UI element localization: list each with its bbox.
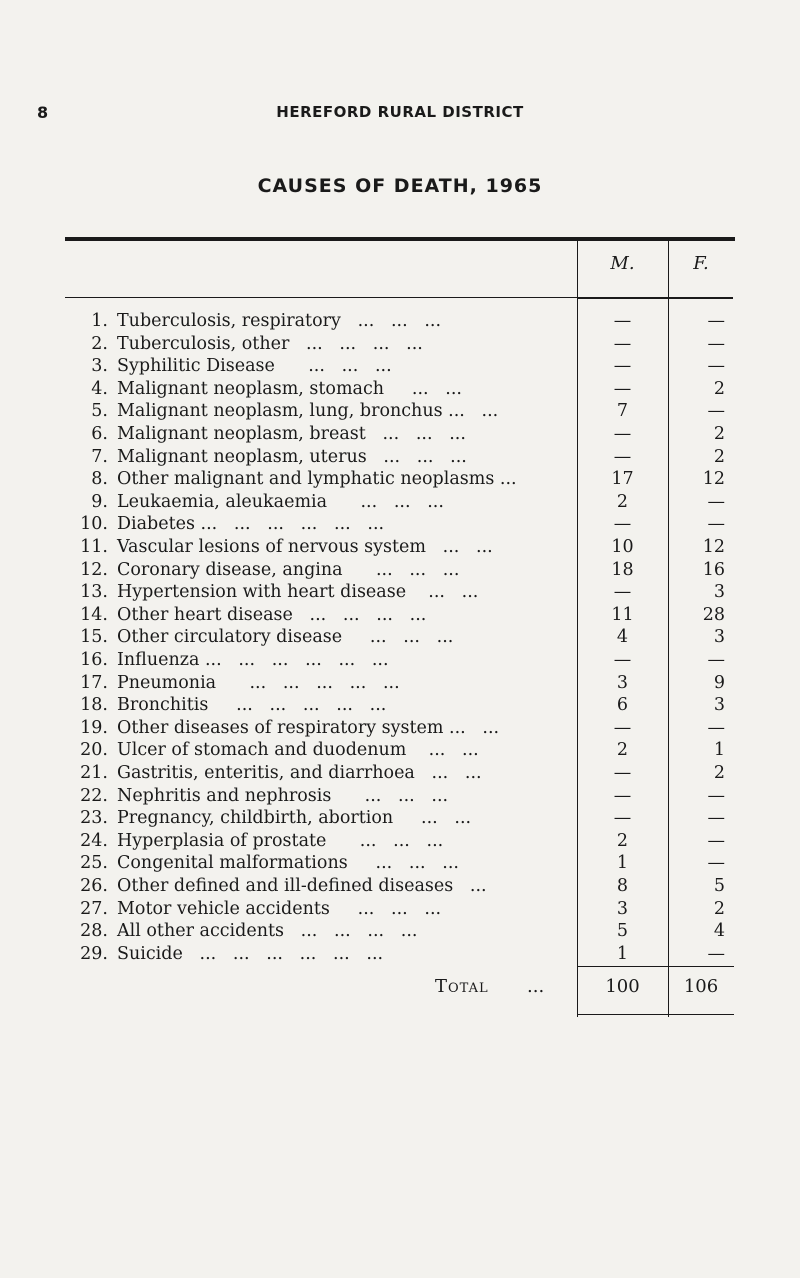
- male-count: —: [613, 514, 632, 535]
- male-count: —: [613, 424, 632, 444]
- female-count: 3: [713, 695, 725, 716]
- table-row: [0, 559, 800, 582]
- cause-label: Coronary disease, angina ... ... ...: [117, 559, 460, 580]
- total-male: 100: [605, 976, 640, 997]
- table-row: [0, 536, 800, 559]
- female-count: 4: [713, 921, 725, 942]
- row-number: 24.: [80, 830, 108, 851]
- table-row: [0, 491, 800, 514]
- female-count: —: [707, 491, 725, 512]
- cause-label: Other heart disease ... ... ... ...: [117, 604, 427, 625]
- total-label: Total: [435, 976, 489, 997]
- table-row: [0, 468, 800, 491]
- male-count: 4: [616, 627, 629, 648]
- male-count: 2: [616, 740, 629, 761]
- female-count: 2: [713, 424, 725, 444]
- female-count: 28: [702, 604, 725, 625]
- row-number: 5.: [91, 401, 108, 422]
- male-count: 1: [616, 943, 629, 964]
- table-row: [0, 852, 800, 875]
- male-count: —: [613, 311, 632, 331]
- row-number: 8.: [91, 469, 108, 490]
- table-row: [0, 830, 800, 853]
- table-row: [0, 943, 800, 966]
- male-count: —: [613, 378, 632, 399]
- header-rule-columns: [577, 297, 733, 299]
- cause-label: Influenza ... ... ... ... ... ...: [117, 650, 389, 670]
- cause-label: Pregnancy, childbirth, abortion ... ...: [117, 808, 472, 829]
- male-count: 7: [616, 401, 629, 422]
- male-count: 8: [616, 876, 629, 896]
- cause-label: Congenital malformations ... ... ...: [117, 853, 459, 874]
- cause-label: Malignant neoplasm, lung, bronchus ... ...: [117, 401, 499, 422]
- table-row: [0, 785, 800, 808]
- row-number: 19.: [80, 717, 108, 738]
- row-number: 22.: [80, 785, 108, 806]
- row-number: 7.: [91, 446, 108, 467]
- female-count: —: [707, 785, 725, 806]
- header-rule: [65, 297, 577, 298]
- table-row: [0, 626, 800, 649]
- male-count: 10: [611, 537, 634, 557]
- cause-label: Syphilitic Disease ... ... ...: [117, 356, 392, 377]
- table-row: [0, 672, 800, 695]
- male-count: —: [613, 763, 632, 783]
- cause-label: Bronchitis ... ... ... ... ...: [117, 695, 387, 716]
- table-row: [0, 762, 800, 785]
- row-number: 28.: [80, 921, 108, 942]
- row-number: 14.: [80, 604, 108, 625]
- male-count: 3: [616, 898, 629, 919]
- table-row: [0, 310, 800, 333]
- row-number: 25.: [80, 853, 108, 874]
- row-number: 26.: [80, 876, 108, 896]
- female-count: —: [707, 356, 725, 377]
- male-count: 2: [616, 491, 629, 512]
- male-count: —: [613, 356, 632, 377]
- table-row: [0, 739, 800, 762]
- female-count: —: [707, 311, 725, 331]
- table-row: [0, 446, 800, 469]
- cause-label: All other accidents ... ... ... ...: [117, 921, 418, 942]
- female-count: —: [707, 808, 725, 829]
- total-female: 106: [683, 976, 719, 997]
- female-count: 2: [713, 378, 725, 399]
- table-row: [0, 423, 800, 446]
- male-count: —: [613, 582, 632, 603]
- row-number: 27.: [80, 898, 108, 919]
- male-count: 17: [611, 469, 634, 490]
- cause-label: Tuberculosis, respiratory ... ... ...: [117, 311, 442, 331]
- table-row: [0, 355, 800, 378]
- female-count: —: [707, 853, 725, 874]
- row-number: 15.: [80, 627, 108, 648]
- male-count: —: [613, 808, 632, 829]
- female-count: 1: [713, 740, 725, 761]
- cause-label: Vascular lesions of nervous system ... ...: [117, 537, 493, 557]
- cause-label: Ulcer of stomach and duodenum ... ...: [117, 740, 479, 761]
- row-number: 17.: [80, 672, 108, 693]
- cause-label: Diabetes ... ... ... ... ... ...: [117, 514, 385, 535]
- female-count: 12: [702, 537, 725, 557]
- table-row: [0, 513, 800, 536]
- table-row: [0, 807, 800, 830]
- table-row: [0, 333, 800, 356]
- cause-label: Gastritis, enteritis, and diarrhoea ... ...: [117, 763, 482, 783]
- row-number: 23.: [80, 808, 108, 829]
- cause-label: Other diseases of respiratory system ... ...: [117, 717, 500, 738]
- cause-label: Other defined and ill-defined diseases ...: [117, 876, 487, 896]
- male-count: 18: [611, 559, 634, 580]
- female-count: —: [707, 830, 725, 851]
- male-count: 3: [616, 672, 629, 693]
- male-count: 11: [611, 604, 634, 625]
- row-number: 10.: [80, 514, 108, 535]
- table-row: [0, 875, 800, 898]
- female-count: —: [707, 514, 725, 535]
- cause-label: Motor vehicle accidents ... ... ...: [117, 898, 442, 919]
- cause-label: Tuberculosis, other ... ... ... ...: [117, 333, 423, 354]
- male-count: —: [613, 650, 632, 670]
- female-count: 12: [702, 469, 725, 490]
- female-count: —: [707, 943, 725, 964]
- cause-label: Malignant neoplasm, uterus ... ... ...: [117, 446, 467, 467]
- cause-label: Suicide ... ... ... ... ... ...: [117, 943, 384, 964]
- female-count: 5: [713, 876, 725, 896]
- table-row: [0, 649, 800, 672]
- male-count: —: [613, 717, 632, 738]
- total-rule-bottom-m: [577, 1014, 668, 1015]
- male-count: —: [613, 785, 632, 806]
- male-count: —: [613, 333, 632, 354]
- row-number: 20.: [80, 740, 108, 761]
- female-count: 9: [713, 672, 725, 693]
- female-count: —: [707, 717, 725, 738]
- female-count: 2: [713, 763, 725, 783]
- female-count: 2: [713, 446, 725, 467]
- row-number: 4.: [91, 378, 108, 399]
- cause-label: Hypertension with heart disease ... ...: [117, 582, 479, 603]
- cause-label: Other malignant and lymphatic neoplasms ...: [117, 469, 517, 490]
- cause-label: Pneumonia ... ... ... ... ...: [117, 672, 400, 693]
- cause-label: Other circulatory disease ... ... ...: [117, 627, 454, 648]
- total-rule-top-f: [668, 966, 734, 967]
- female-count: 3: [713, 582, 725, 603]
- row-number: 1.: [91, 311, 108, 331]
- male-count: 5: [616, 921, 629, 942]
- row-number: 21.: [80, 763, 108, 783]
- page-number: 8: [37, 103, 49, 122]
- male-count: —: [613, 446, 632, 467]
- table-row: [0, 694, 800, 717]
- column-header-female: F.: [693, 253, 709, 274]
- female-count: 2: [713, 898, 725, 919]
- total-rule-bottom-f: [668, 1014, 734, 1015]
- table-row: [0, 920, 800, 943]
- female-count: —: [707, 401, 725, 422]
- table-row: [0, 717, 800, 740]
- table-row: [0, 604, 800, 627]
- cause-label: Nephritis and nephrosis ... ... ...: [117, 785, 449, 806]
- row-number: 11.: [80, 537, 108, 557]
- row-number: 3.: [91, 356, 108, 377]
- total-leader-dots: ...: [527, 976, 545, 997]
- row-number: 2.: [91, 333, 108, 354]
- cause-label: Malignant neoplasm, stomach ... ...: [117, 378, 462, 399]
- table-row: [0, 898, 800, 921]
- female-count: 16: [702, 559, 725, 580]
- female-count: 3: [713, 627, 725, 648]
- male-count: 1: [616, 853, 629, 874]
- female-count: —: [707, 650, 725, 670]
- female-count: —: [707, 333, 725, 354]
- row-number: 29.: [80, 943, 108, 964]
- row-number: 6.: [91, 424, 108, 444]
- male-count: 6: [616, 695, 629, 716]
- table-top-rule: [65, 237, 735, 241]
- document-header: HEREFORD RURAL DISTRICT: [276, 103, 524, 121]
- column-header-male: M.: [610, 253, 635, 274]
- row-number: 18.: [80, 695, 108, 716]
- table-row: [0, 581, 800, 604]
- row-number: 9.: [91, 491, 108, 512]
- male-count: 2: [616, 830, 629, 851]
- cause-label: Malignant neoplasm, breast ... ... ...: [117, 424, 466, 444]
- row-number: 16.: [80, 650, 108, 670]
- cause-label: Leukaemia, aleukaemia ... ... ...: [117, 491, 444, 512]
- row-number: 13.: [80, 582, 108, 603]
- row-number: 12.: [80, 559, 108, 580]
- page-title: CAUSES OF DEATH, 1965: [257, 175, 543, 197]
- table-row: [0, 400, 800, 423]
- total-rule-top-m: [577, 966, 668, 967]
- cause-label: Hyperplasia of prostate ... ... ...: [117, 830, 444, 851]
- table-row: [0, 378, 800, 401]
